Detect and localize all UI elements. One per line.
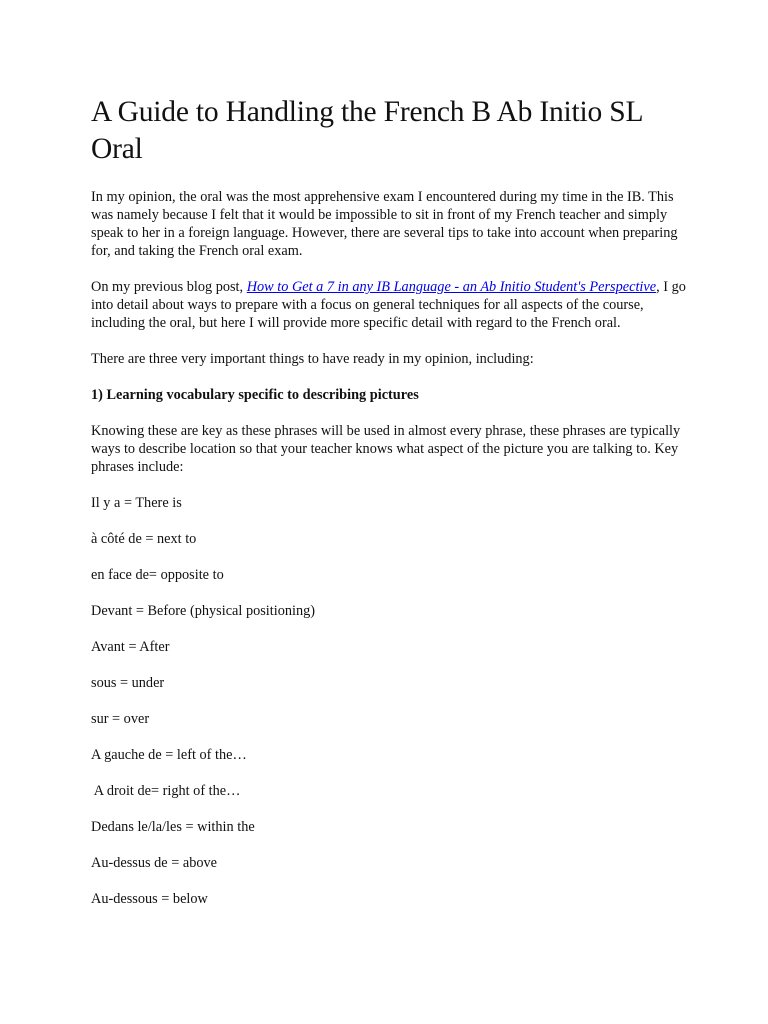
- phrase-item: en face de= opposite to: [91, 567, 224, 583]
- blog-reference-paragraph: [91, 278, 691, 332]
- document-page: [91, 94, 691, 926]
- section-paragraph: Knowing these are key as these phrases will be used in almost every phrase, these phrases are typically ways to describe location so that your teacher knows what aspect of the picture you are talking to. Key phrases include:: [91, 423, 681, 475]
- blog-post-link[interactable]: How to Get a 7 in any IB Language - an Ab Initio Student's Perspective: [246, 279, 657, 295]
- phrase-item: Au-dessous = below: [91, 891, 208, 907]
- phrase-item: Il y a = There is: [91, 495, 182, 511]
- page-title: A Guide to Handling the French B Ab Initio SL Oral: [91, 96, 643, 165]
- intro-paragraph: In my opinion, the oral was the most apprehensive exam I encountered during my time in the IB. This was namely because I felt that it would be impossible to sit in front of my French teacher and simply speak to her in a foreign language. However, there are several tips to take into account when preparing for, and taking the French oral exam.: [91, 189, 678, 259]
- blog-text-before-link: On my previous blog post,: [91, 279, 247, 295]
- phrase-item: Avant = After: [91, 639, 170, 655]
- phrase-item: sous = under: [91, 675, 165, 691]
- three-things-paragraph: There are three very important things to have ready in my opinion, including:: [91, 351, 534, 367]
- phrase-item: A gauche de = left of the…: [91, 747, 247, 763]
- phrase-item: A droit de= right of the…: [91, 783, 241, 799]
- phrase-item: Dedans le/la/les = within the: [91, 819, 255, 835]
- section-heading: 1) Learning vocabulary specific to describing pictures: [91, 387, 419, 403]
- phrase-item: Au-dessus de = above: [91, 855, 217, 871]
- phrase-item: à côté de = next to: [91, 531, 197, 547]
- phrase-item: sur = over: [91, 711, 150, 727]
- blog-text-after-link: , I go into detail about ways to prepare with a focus on general techniques for all aspects of the course, including the oral, but here I will provide more specific detail with regard to the French oral.: [91, 279, 686, 331]
- phrase-item: Devant = Before (physical positioning): [91, 603, 316, 619]
